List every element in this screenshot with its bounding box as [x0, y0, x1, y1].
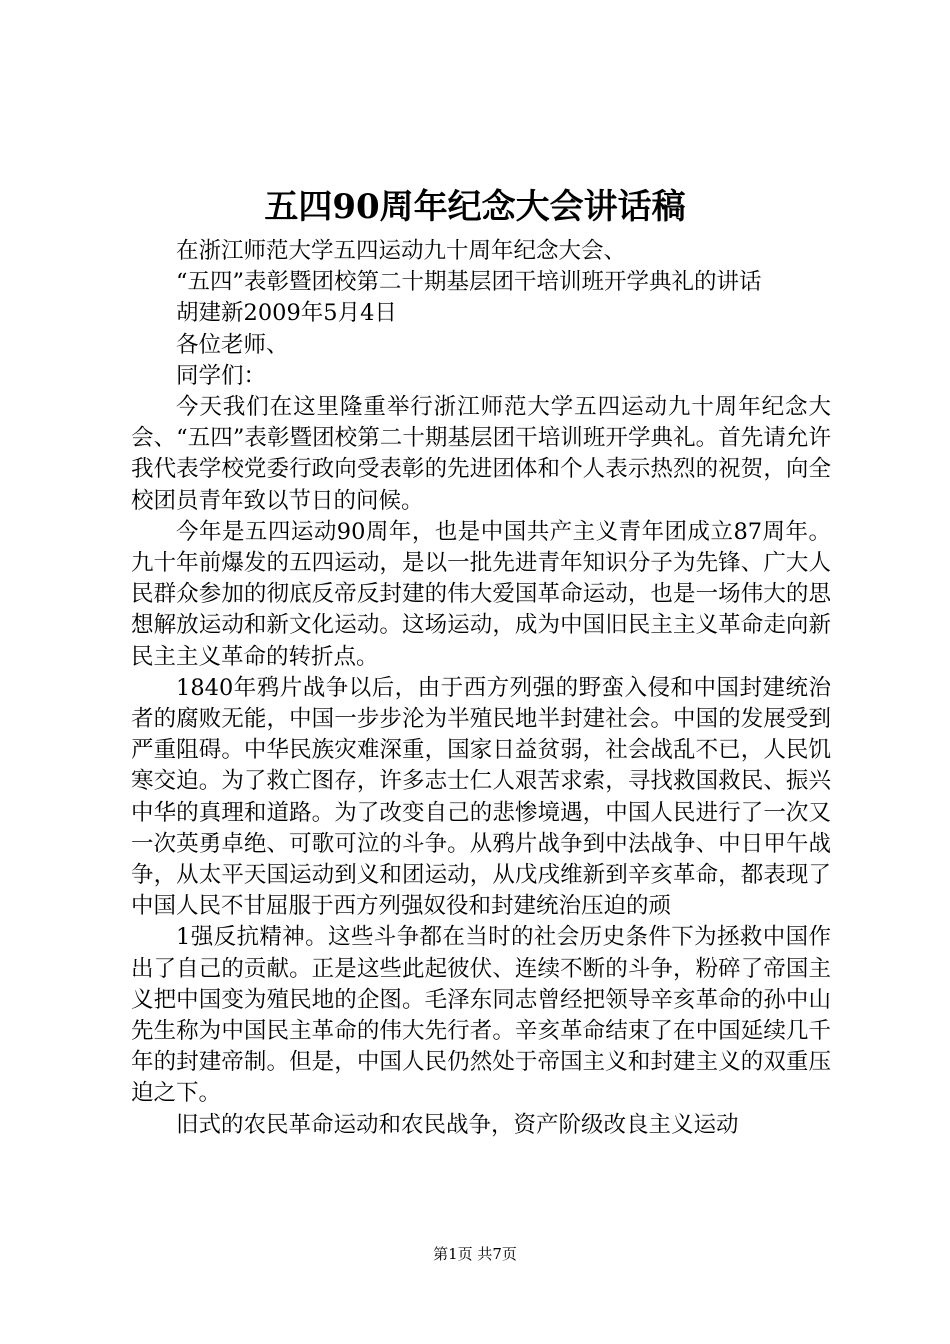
paragraph-event: “五四”表彰暨团校第二十期基层团干培训班开学典礼的讲话 — [176, 269, 762, 296]
paragraph-salutation-students: 同学们： — [176, 362, 267, 389]
paragraph-opening: 今天我们在这里隆重举行浙江师范大学五四运动九十周年纪念大会、“五四”表彰暨团校第二十期基层团干培训班开学典礼。首先请允许我代表学校党委行政向受表彰的先进团体和个人表示热烈的祝贺，向全校团员青年致以节日的问候。 — [131, 394, 831, 514]
paragraph-history: 1840年鸦片战争以后，由于西方列强的野蛮入侵和中国封建统治者的腐败无能，中国一步步沦为半殖民地半封建社会。中国的发展受到严重阻碍。中华民族灾难深重，国家日益贫弱，社会战乱不已，人民饥寒交迫。为了救亡图存，许多志士仁人艰苦求索，寻找救国救民、振兴中华的真理和道路。为了改变自己的悲惨境遇，中国人民进行了一次又一次英勇卓绝、可歌可泣的斗争。从鸦片战争到中法战争、中日甲午战争，从太平天国运动到义和团运动，从戊戌维新到辛亥革命，都表现了中国人民不甘屈服于西方列强奴役和封建统治压迫的顽 — [131, 674, 831, 920]
paragraph-author-date: 胡建新2009年5月4日 — [176, 300, 397, 327]
paragraph-old-revolution: 旧式的农民革命运动和农民战争，资产阶级改良主义运动 — [176, 1111, 739, 1138]
document-body — [131, 236, 831, 1141]
paragraph-resistance: 1强反抗精神。这些斗争都在当时的社会历史条件下为拯救中国作出了自己的贡献。正是这些此起彼伏、连续不断的斗争，粉碎了帝国主义把中国变为殖民地的企图。毛泽东同志曾经把领导辛亥革命的孙中山先生称为中国民主革命的伟大先行者。辛亥革命结束了在中国延续几千年的封建帝制。但是，中国人民仍然处于帝国主义和封建主义的双重压迫之下。 — [131, 924, 831, 1107]
paragraph-anniversary: 今年是五四运动90周年，也是中国共产主义青年团成立87周年。九十年前爆发的五四运动，是以一批先进青年知识分子为先锋、广大人民群众参加的彻底反帝反封建的伟大爱国革命运动，也是一场伟大的思想解放运动和新文化运动。这场运动，成为中国旧民主主义革命走向新民主主义革命的转折点。 — [131, 518, 831, 670]
page-footer: 第1页 共7页 — [433, 1245, 517, 1263]
paragraph-venue: 在浙江师范大学五四运动九十周年纪念大会、 — [176, 238, 627, 264]
paragraph-salutation-teachers: 各位老师、 — [176, 331, 289, 358]
document-title: 五四90周年纪念大会讲话稿 — [264, 187, 686, 227]
